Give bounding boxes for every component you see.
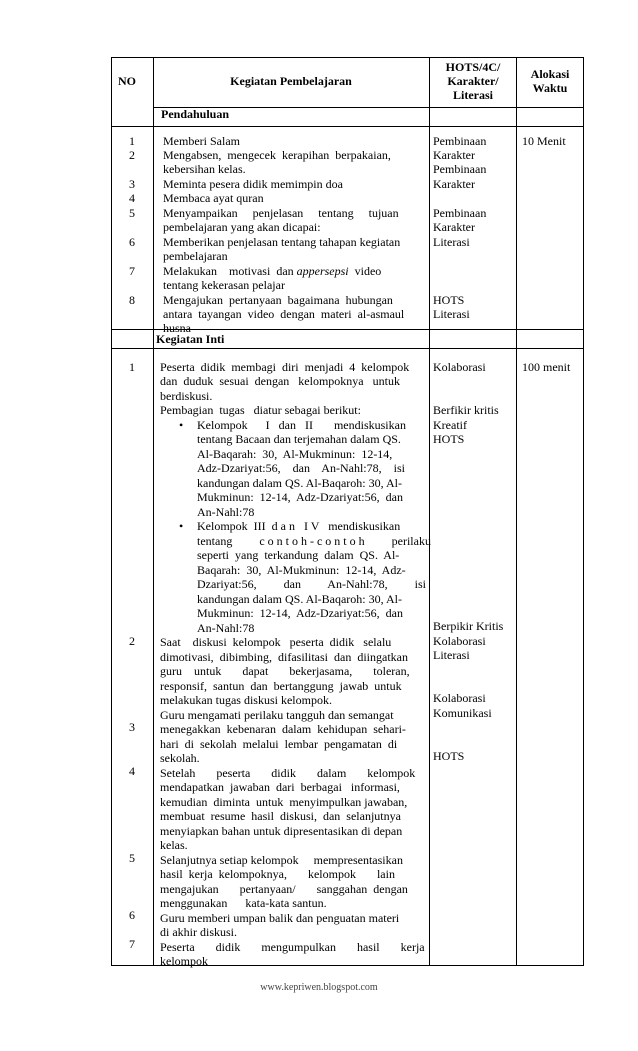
hots-label: Berfikir kritis bbox=[433, 403, 499, 417]
header-alokasi-line2: Waktu bbox=[532, 81, 568, 95]
header-hots-line2: Karakter/ bbox=[447, 74, 499, 88]
activity-line: Peserta didik mengumpulkan hasil kerja bbox=[160, 940, 425, 954]
footer-url: www.kepriwen.blogspot.com bbox=[260, 982, 378, 993]
activity-line-part: video bbox=[354, 264, 382, 278]
row-number: 7 bbox=[129, 937, 135, 951]
hots-label: Kolaborasi bbox=[433, 634, 486, 648]
activity-line: Menyampaikan penjelasan tentang tujuan bbox=[163, 206, 399, 220]
section-title-pendahuluan: Pendahuluan bbox=[161, 107, 230, 121]
row-number: 3 bbox=[129, 720, 135, 734]
bullet-icon: • bbox=[179, 519, 184, 533]
activity-line: Mukminun: 12-14, Adz-Dzariyat:56, dan bbox=[197, 606, 403, 620]
activity-line: Pembagian tugas diatur sebagai berikut: bbox=[160, 403, 361, 417]
activity-line: mendapatkan jawaban dari berbagai informasi, bbox=[160, 780, 400, 794]
time-allocation-pendahuluan: 10 Menit bbox=[522, 134, 566, 148]
row-number: 1 bbox=[129, 360, 135, 374]
row-number: 7 bbox=[129, 264, 135, 278]
hots-label: Karakter bbox=[433, 220, 475, 234]
activity-line-part: Melakukan motivasi dan bbox=[163, 264, 294, 278]
activity-line: Memberikan penjelasan tentang tahapan kegiatan bbox=[163, 235, 401, 249]
activity-line: antara tayangan video dengan materi al-asmaul bbox=[163, 307, 405, 321]
hots-label: Karakter bbox=[433, 148, 475, 162]
col-divider-no bbox=[153, 58, 154, 965]
hots-label: Pembinaan bbox=[433, 162, 487, 176]
hots-label: Kolaborasi bbox=[433, 360, 486, 374]
activity-line: Kelompok I dan II mendiskusikan bbox=[197, 418, 406, 432]
activity-line bbox=[163, 264, 381, 279]
hots-label: Berpikir Kritis bbox=[433, 619, 504, 633]
hots-label: Kolaborasi bbox=[433, 691, 486, 705]
row-number: 1 bbox=[129, 134, 135, 148]
activity-line: Mengabsen, mengecek kerapihan berpakaian, bbox=[163, 148, 391, 162]
activity-line: tentang c o n t o h - c o n t o h perilaku bbox=[197, 534, 431, 548]
activity-line: menegakkan kebenaran dalam kehidupan sehari- bbox=[160, 722, 406, 736]
activity-line: Dzariyat:56, dan An-Nahl:78, isi bbox=[197, 577, 426, 591]
row-number: 2 bbox=[129, 148, 135, 162]
activity-line: pembelajaran bbox=[163, 249, 228, 263]
row-number: 2 bbox=[129, 634, 135, 648]
activity-line: menyiapkan bahan untuk dipresentasikan di depan bbox=[160, 824, 403, 838]
activity-line: menggunakan kata-kata santun. bbox=[160, 896, 327, 910]
activity-line: Memberi Salam bbox=[163, 134, 240, 148]
activity-line: An-Nahl:78 bbox=[197, 621, 255, 635]
activity-line: Saat diskusi kelompok peserta didik selalu bbox=[160, 635, 392, 649]
hots-label: HOTS bbox=[433, 293, 465, 307]
row-number: 6 bbox=[129, 908, 135, 922]
header-kegiatan: Kegiatan Pembelajaran bbox=[230, 74, 352, 88]
activity-line: Guru mengamati perilaku tangguh dan semangat bbox=[160, 708, 394, 722]
row-number: 5 bbox=[129, 206, 135, 220]
activity-line: An-Nahl:78 bbox=[197, 505, 255, 519]
row-number: 5 bbox=[129, 851, 135, 865]
hots-label: Pembinaan bbox=[433, 206, 487, 220]
activity-line: Mengajukan pertanyaan bagaimana hubungan bbox=[163, 293, 393, 307]
row-number: 3 bbox=[129, 177, 135, 191]
italic-term: appersepsi bbox=[296, 264, 349, 278]
time-allocation-inti: 100 menit bbox=[522, 360, 571, 374]
row-number: 4 bbox=[129, 191, 135, 205]
header-hots-line1: HOTS/4C/ bbox=[445, 60, 501, 74]
hots-label: Kreatif bbox=[433, 418, 467, 432]
row-number: 6 bbox=[129, 235, 135, 249]
activity-line: Mukminun: 12-14, Adz-Dzariyat:56, dan bbox=[197, 490, 403, 504]
activity-line: kebersihan kelas. bbox=[163, 162, 246, 176]
activity-line: seperti yang terkandung dalam QS. Al- bbox=[197, 548, 400, 562]
header-hots-line3: Literasi bbox=[453, 88, 493, 102]
pendahuluan-divider bbox=[112, 126, 583, 127]
col-divider-kegiatan bbox=[429, 58, 430, 965]
hots-label: Literasi bbox=[433, 235, 470, 249]
col-divider-hots bbox=[516, 58, 517, 965]
activity-line: kelas. bbox=[160, 838, 188, 852]
section-title-kegiatan-inti: Kegiatan Inti bbox=[156, 332, 225, 346]
activity-line: Adz-Dzariyat:56, dan An-Nahl:78, isi bbox=[197, 461, 405, 475]
activity-line: dimotivasi, dibimbing, difasilitasi dan diingatkan bbox=[160, 650, 408, 664]
activity-line: guru untuk dapat bekerjasama, toleran, bbox=[160, 664, 410, 678]
hots-label: Literasi bbox=[433, 648, 470, 662]
activity-line: Baqarah: 30, Al-Mukminun: 12-14, Adz- bbox=[197, 563, 406, 577]
activity-line: Membaca ayat quran bbox=[163, 191, 264, 205]
activity-line: tentang kekerasan pelajar bbox=[163, 278, 285, 292]
activity-line: responsif, santun dan bertanggung jawab untuk bbox=[160, 679, 402, 693]
hots-label: Komunikasi bbox=[433, 706, 492, 720]
activity-line: Meminta pesera didik memimpin doa bbox=[163, 177, 343, 191]
activity-line: mengajukan pertanyaan/ sanggahan dengan bbox=[160, 882, 408, 896]
activity-line: hasil kerja kelompoknya, kelompok lain bbox=[160, 867, 395, 881]
activity-line: Kelompok III d a n I V mendiskusikan bbox=[197, 519, 401, 533]
activity-line: sekolah. bbox=[160, 751, 200, 765]
activity-line: berdiskusi. bbox=[160, 389, 213, 403]
activity-line: kemudian diminta untuk menyimpulkan jawaban, bbox=[160, 795, 408, 809]
header-alokasi-line1: Alokasi bbox=[530, 67, 570, 81]
activity-line: membuat resume hasil diskusi, dan selanjutnya bbox=[160, 809, 401, 823]
kegiatan-inti-divider bbox=[112, 348, 583, 349]
activity-line: Al-Baqarah: 30, Al-Mukminun: 12-14, bbox=[197, 447, 393, 461]
activity-line: Peserta didik membagi diri menjadi 4 kelompok bbox=[160, 360, 410, 374]
activity-line: pembelajaran yang akan dicapai: bbox=[163, 220, 321, 234]
activity-line: hari di sekolah melalui lembar pengamatan di bbox=[160, 737, 398, 751]
hots-label: Literasi bbox=[433, 307, 470, 321]
activity-line: melakukan tugas diskusi kelompok. bbox=[160, 693, 332, 707]
activity-line: kandungan dalam QS. Al-Baqaroh: 30, Al- bbox=[197, 592, 402, 606]
activity-line: husna bbox=[163, 321, 191, 335]
hots-label: Pembinaan bbox=[433, 134, 487, 148]
activity-line: kelompok bbox=[160, 954, 208, 968]
activity-line: di akhir diskusi. bbox=[160, 925, 237, 939]
hots-label: Karakter bbox=[433, 177, 475, 191]
hots-label: HOTS bbox=[433, 432, 465, 446]
bullet-icon: • bbox=[179, 418, 184, 432]
activity-line: kandungan dalam QS. Al-Baqaroh: 30, Al- bbox=[197, 476, 402, 490]
activity-line: tentang Bacaan dan terjemahan dalam QS. bbox=[197, 432, 401, 446]
activity-line: dan duduk sesuai dengan kelompoknya untuk bbox=[160, 374, 400, 388]
activity-line: Selanjutnya setiap kelompok mempresentasikan bbox=[160, 853, 403, 867]
activity-line: Guru memberi umpan balik dan penguatan materi bbox=[160, 911, 400, 925]
header-no: NO bbox=[118, 74, 136, 88]
hots-label: HOTS bbox=[433, 749, 465, 763]
row-number: 4 bbox=[129, 764, 135, 778]
row-number: 8 bbox=[129, 293, 135, 307]
activity-line: Setelah peserta didik dalam kelompok bbox=[160, 766, 416, 780]
